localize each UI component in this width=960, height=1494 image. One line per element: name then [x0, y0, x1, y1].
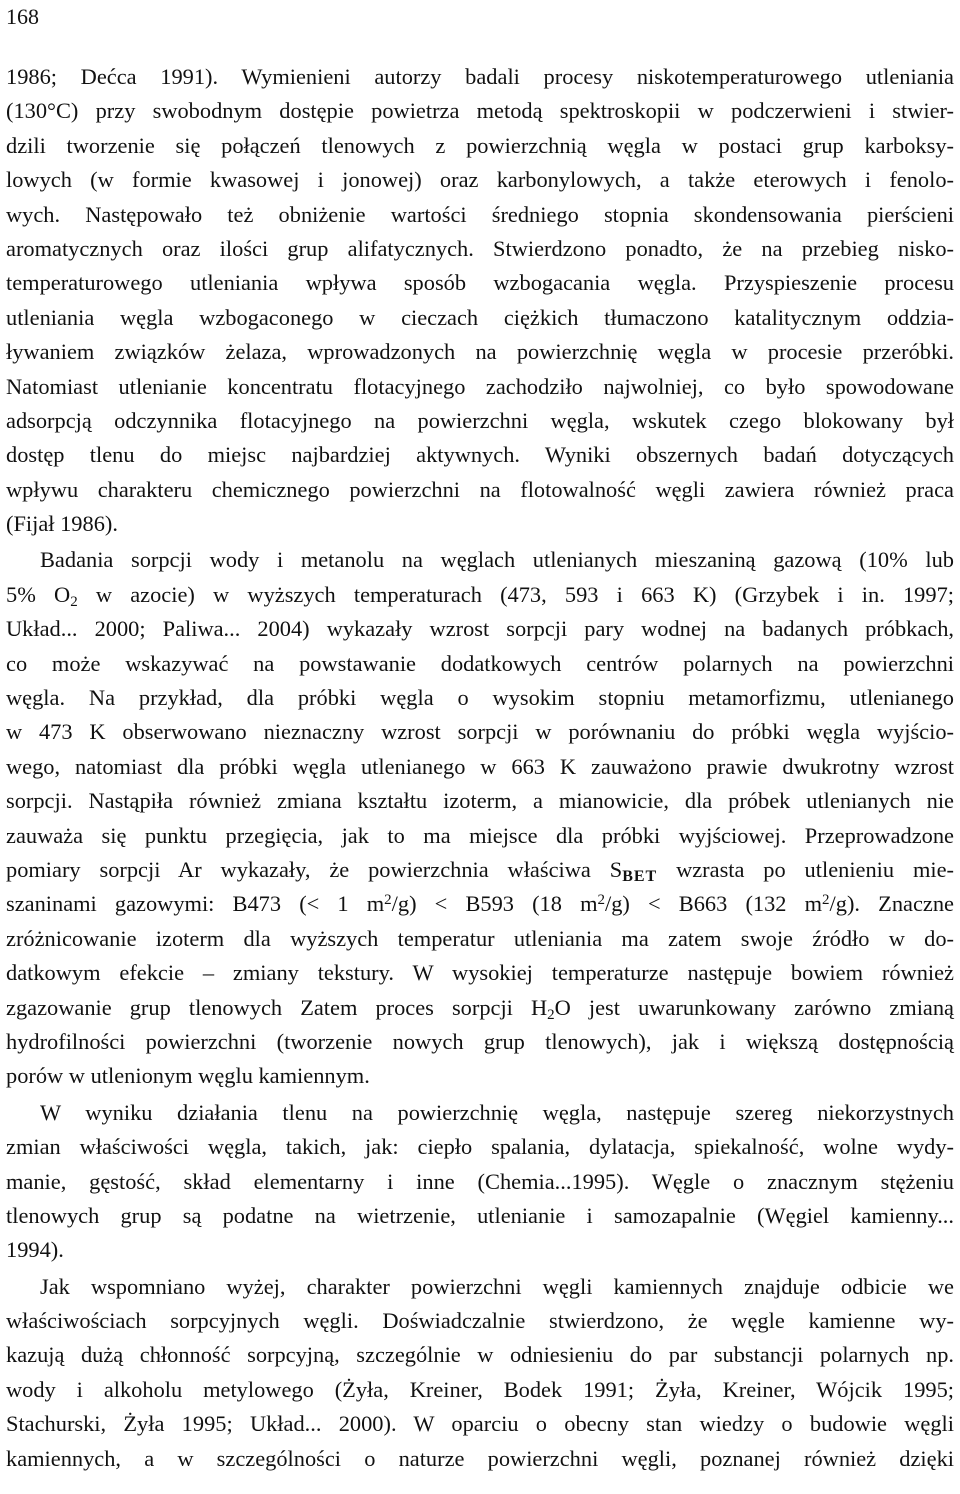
text-run: /g) < B593 (18 m — [391, 891, 598, 917]
text-line: 1994). — [6, 1237, 64, 1263]
text-run: zgazowanie grup tlenowych Zatem proces sorpcji H — [6, 994, 548, 1020]
paragraph-4 — [6, 1270, 954, 1476]
subscript: BET — [622, 867, 658, 885]
text-line: co może wskazywać na powstawanie dodatkowych centrów polarnych na powierzchni — [6, 650, 954, 676]
body-text — [6, 60, 954, 1476]
text-line: Jak wspomniano wyżej, charakter powierzchni węgli kamiennych znajduje odbicie we — [40, 1273, 954, 1299]
text-line — [6, 991, 954, 1025]
text-line: właściwościach sorpcyjnych węgli. Doświadczalnie stwierdzono, że węgle kamienne wy- — [6, 1308, 954, 1334]
text-line — [6, 578, 954, 612]
superscript: 2 — [822, 892, 830, 909]
page-number: 168 — [6, 4, 39, 29]
text-line: sorpcji. Nastąpiła również zmiana kształtu izoterm, a mianowicie, dla próbek utlenianych nie — [6, 788, 954, 814]
text-line: (130°C) przy swobodnym dostępie powietrza metodą spektroskopii w podczerwieni i stwier- — [6, 98, 954, 124]
document-page — [6, 0, 954, 1494]
text-line: Układ... 2000; Paliwa... 2004) wykazały wzrost sorpcji pary wodnej na badanych próbkach, — [6, 616, 954, 642]
text-line: hydrofilności powierzchni (tworzenie nowych grup tlenowych), jak i większą dostępnością — [6, 1028, 954, 1054]
text-line: manie, gęstość, skład elementarny i inne (Chemia...1995). Węgle o znacznym stężeniu — [6, 1168, 954, 1194]
paragraph-2 — [6, 543, 954, 1093]
text-run: /g) < B663 (132 m — [605, 891, 823, 917]
text-line: porów w utlenionym węglu kamiennym. — [6, 1063, 370, 1089]
paragraph-3 — [6, 1096, 954, 1268]
paragraph-1 — [6, 60, 954, 541]
text-line: tlenowych grup są podatne na wietrzenie, utlenianie i samozapalnie (Węgiel kamienny... — [6, 1202, 954, 1228]
text-line: Badania sorpcji wody i metanolu na węglach utlenianych mieszaniną gazową (10% lub — [40, 547, 954, 573]
text-line — [6, 853, 954, 887]
text-line: Natomiast utlenianie koncentratu flotacyjnego zachodziło najwolniej, co było spowodowane — [6, 373, 954, 399]
text-line: wych. Następowało też obniżenie wartości średniego stopnia skondensowania pierścieni — [6, 201, 954, 227]
subscript: 2 — [547, 1006, 555, 1023]
text-line: aromatycznych oraz ilości grup alifatycznych. Stwierdzono ponadto, że na przebieg nisko- — [6, 235, 954, 261]
text-run: O jest uwarunkowany zarówno zmianą — [554, 994, 954, 1020]
text-line: zróżnicowanie izoterm dla wyższych temperatur utleniania ma zatem swoje źródło w do- — [6, 925, 954, 951]
text-run: w azocie) w wyższych temperaturach (473, 593 i 663 K) (Grzybek i in. 1997; — [77, 581, 954, 607]
text-line: kazują dużą chłonność sorpcyjną, szczególnie w odniesieniu do par substancji polarnych np. — [6, 1342, 954, 1368]
text-line: (Fijał 1986). — [6, 511, 118, 537]
text-line: wego, natomiast dla próbki węgla utlenianego w 663 K zauważono prawie dwukrotny wzrost — [6, 753, 954, 779]
text-line: utleniania węgla wzbogaconego w cieczach ciężkich tłumaczono katalitycznym oddzia- — [6, 304, 954, 330]
text-line: adsorpcją odczynnika flotacyjnego na powierzchni węgla, wskutek czego blokowany był — [6, 407, 954, 433]
text-line: datkowym efekcie – zmiany tekstury. W wysokiej temperaturze następuje bowiem również — [6, 960, 954, 986]
superscript: 2 — [597, 892, 606, 909]
text-run: wzrasta po utlenieniu mie- — [657, 856, 954, 882]
text-line: Stachurski, Żyła 1995; Układ... 2000). W oparciu o obecny stan wiedzy o budowie węgli — [6, 1411, 954, 1437]
text-run: pomiary sorpcji Ar wykazały, że powierzchnia właściwa S — [6, 856, 623, 882]
text-line: lowych (w formie kwasowej i jonowej) oraz karbonylowych, a także eterowych i fenolo- — [6, 167, 954, 193]
text-line: 1986; Dećca 1991). Wymienieni autorzy badali procesy niskotemperaturowego utleniania — [6, 64, 954, 89]
text-line: zauważa się punktu przegięcia, jak to ma miejsce dla próbki wyjściowej. Przeprowadzone — [6, 822, 954, 848]
text-line: dzili tworzenie się połączeń tlenowych z powierzchnią węgla w postaci grup karboksy- — [6, 132, 954, 158]
text-line: ływaniem związków żelaza, wprowadzonych na powierzchnię węgla w procesie przeróbki. — [6, 339, 954, 365]
text-line: kamiennych, a w szczególności o naturze powierzchni węgli, poznanej również dzięki — [6, 1445, 954, 1471]
text-line: wpływu charakteru chemicznego powierzchni na flotowalność węgli zawiera również praca — [6, 476, 954, 502]
text-run: szaninami gazowymi: B473 (< 1 m — [6, 891, 385, 917]
superscript: 2 — [384, 892, 392, 909]
text-line: węgla. Na przykład, dla próbki węgla o wysokim stopniu metamorfizmu, utlenianego — [6, 685, 954, 711]
text-run: /g). Znaczne — [829, 891, 954, 917]
text-line: wody i alkoholu metylowego (Żyła, Kreiner, Bodek 1991; Żyła, Kreiner, Wójcik 1995; — [6, 1376, 954, 1402]
text-run: 5% O — [6, 581, 71, 607]
text-line — [6, 887, 954, 921]
text-line: w 473 K obserwowano nieznaczny wzrost sorpcji w porównaniu do próbki węgla wyjścio- — [6, 719, 954, 745]
text-line: W wyniku działania tlenu na powierzchnię węgla, następuje szereg niekorzystnych — [40, 1099, 954, 1125]
text-line: zmian właściwości węgla, takich, jak: ciepło spalania, dylatacja, spiekalność, wolne wydy- — [6, 1134, 954, 1160]
text-line: temperaturowego utleniania wpływa sposób wzbogacania węgla. Przyspieszenie procesu — [6, 270, 954, 296]
subscript: 2 — [70, 593, 78, 610]
text-line: dostęp tlenu do miejsc najbardziej aktywnych. Wyniki obszernych badań dotyczących — [6, 442, 954, 468]
